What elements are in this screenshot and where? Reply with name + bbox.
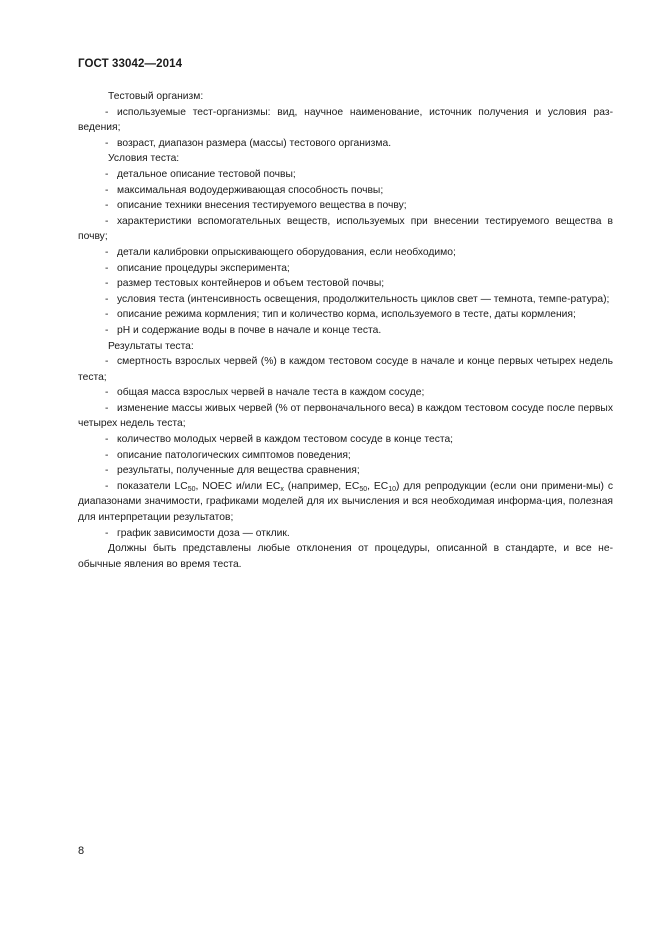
list-item: - результаты, полученные для вещества сравнения; — [105, 465, 360, 477]
list-item: - возраст, диапазон размера (массы) тестового организма. — [105, 137, 392, 149]
list-item: - количество молодых червей в каждом тестовом сосуде в конце теста; — [105, 434, 454, 446]
list-item: - используемые тест-организмы: вид, научное наименование, источник получения и условия раз-ведения; — [78, 106, 613, 134]
list-item: - изменение массы живых червей (% от первоначального веса) в каждом тестовом сосуде после первых четырех недель теста; — [78, 402, 613, 430]
list-item: - условия теста (интенсивность освещения, продолжительность циклов свет — темнота, темпе-ратура); — [105, 293, 610, 305]
list-item: - описание техники внесения тестируемого вещества в почву; — [105, 200, 407, 212]
list-item: - характеристики вспомогательных веществ, используемых при внесении тестируемого вещества в почву; — [78, 215, 613, 243]
closing-paragraph: Должны быть представлены любые отклонения от процедуры, описанной в стандарте, и все не-обычные явления во время теста. — [78, 543, 613, 570]
list-item: - график зависимости доза — отклик. — [105, 527, 290, 539]
list-item: - описание процедуры эксперимента; — [105, 262, 290, 274]
page-number: 8 — [78, 845, 85, 857]
section-heading-results: Результаты теста: — [108, 340, 194, 352]
list-item: - описание патологических симптомов поведения; — [105, 449, 351, 461]
list-item-indicators: - показатели $LC_{50}$, NOEC и/или $EC_x$ (например, $EC_{50}$, $EC_{10}$) для репродукции (если они примени-мы) с диапазонами значимости, графиками моделей для их вычисления и вся необходимая информа-ция, полезная для интерпретации результатов; — [78, 480, 613, 524]
list-item: - общая масса взрослых червей в начале теста в каждом сосуде; — [105, 387, 425, 399]
list-item: - размер тестовых контейнеров и объем тестовой почвы; — [105, 278, 385, 290]
section-heading-organism: Тестовый организм: — [108, 91, 204, 102]
section-heading-conditions: Условия теста: — [108, 153, 180, 165]
list-item: - смертность взрослых червей (%) в каждом тестовом сосуде в начале и конце первых четырех недель теста; — [78, 356, 613, 383]
document-header: ГОСТ 33042—2014 — [78, 58, 183, 70]
list-item: - описание режима кормления; тип и количество корма, используемого в тесте, даты кормления; — [105, 309, 576, 321]
list-item: - детали калибровки опрыскивающего оборудования, если необходимо; — [105, 246, 456, 258]
list-item: - pH и содержание воды в почве в начале и конце теста. — [105, 324, 382, 336]
list-item: - максимальная водоудерживающая способность почвы; — [105, 184, 384, 196]
document-body — [78, 89, 613, 572]
list-item: - детальное описание тестовой почвы; — [105, 168, 296, 180]
